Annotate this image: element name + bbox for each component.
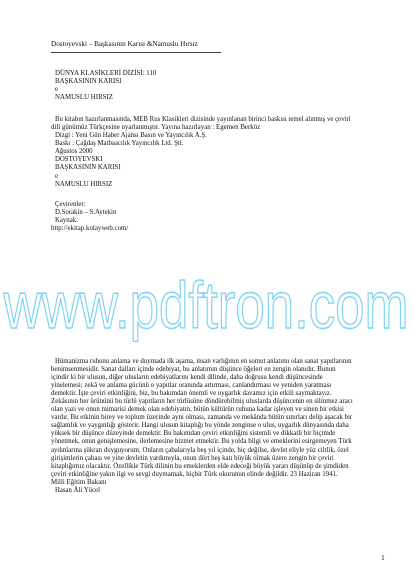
front-matter <box>51 70 391 233</box>
signature-name: Hasan Âli Yücel <box>54 486 101 494</box>
text-line: demektir. İşte çeviri etkinliğini, biz, bu bakımdan önemli ve uygarlık davamız için etkili saymaktayız. <box>51 390 332 398</box>
text-line: çeviri etkinliğine yakın ilgi ve sevgi duymamak, hiçbir Türk okurunun elinde değildir. 23 Haziran 1941. <box>51 470 338 478</box>
text-line: Zekâsının her ürününü bu türlü yapıtların her türlüsüne döndürebilmiş uluslarda düşüncenin en silinmez aracı <box>51 398 353 406</box>
text-line: Hümanizma ruhunu anlama ve duymada ilk aşama, insan varlığının en somut anlatımı olan sanat yapıtlarının <box>54 358 352 365</box>
text-line: olan yazı ve onun mimarisi demek olan edebiyatın, bütün kültürün ruhuna kadar işleyen ve sinen bir etkisi <box>51 406 344 414</box>
text-line: e <box>54 172 58 180</box>
page-number: 1 <box>381 553 385 562</box>
text-line: yönetmek, onun genişlemesine, ilerlemesine hizmet etmektir. Bu yolda bilgi ve emeklerini esirgemeyen Türk <box>51 438 352 446</box>
text-line: BAŞKASININ KARISI <box>55 78 122 86</box>
text-line: Dizgi : Yeni Gün Haber Ajansı Basın ve Yayıncılık A.Ş. <box>54 132 207 140</box>
text-line: e <box>55 86 59 94</box>
text-line: vardır. Bu etkinin birey ve toplum üzerinde aynı olması, zamanda ve mekânda bütün sınırları delip aşacak bir <box>51 414 353 422</box>
text-line: DÜNYA KLASİKLERİ DİZİSİ: 110 <box>55 70 157 77</box>
series-block <box>51 70 391 102</box>
text-line: NAMUSLU HIRSIZ <box>54 180 113 188</box>
text-line: Bu kitabın hazırlanmasında, MEB Rus Klasikleri dizisinde yayınlanan birinci baskısı temel alınmış ve çeviri <box>54 116 351 124</box>
publisher-note <box>51 116 391 188</box>
text-line: aydınlarına şükran duyguyorum. Onların çabalarıyla beş yıl içinde, hiç değilse, devlet eliyle yüz ciltlik, özel <box>51 446 349 454</box>
text-line: içindir ki bir ulusun, diğer ulusların edebiyatlarını kendi dilinde, daha doğrusu kendi düşüncesinde <box>51 374 323 382</box>
header-rule <box>51 52 221 53</box>
text-line: kitaplığımız olacaktır. Özellikle Türk dilinin bu emeklerden elde edeceği büyük yararı düşünüp de şimdiden <box>51 462 349 470</box>
text-line: NAMUSLU HIRSIZ <box>55 94 113 102</box>
watermark-logo <box>0 272 413 342</box>
text-line: dili günümüz Türkçesine uyarlanmıştır. Yayına hazırlayan : Egemen Berköz <box>51 124 261 132</box>
text-line: DOSTOYEVSKİ <box>54 156 103 164</box>
text-line: yinelemesi; zekâ ve anlama gücünü o yapıtlar oranında artırması, canlandırması ve yeniden yaratması <box>51 382 332 390</box>
text-line: D.Sorakin – S.Aytekin <box>54 208 117 216</box>
text-line: BAŞKASININ KARISI <box>54 164 121 172</box>
source-link[interactable]: http://ekitap.kolayweb.com/ <box>51 224 129 232</box>
text-line: benimsenmesidir. Sanat dalları içinde edebiyat, bu anlatımın düşünce öğeleri en zengin olanıdır. Bunun <box>51 366 336 374</box>
text-line: girişimlerin çabası ve yine devletin yardımıyla, onun dört beş katı büyük olmak üzere zengin bir çeviri <box>51 454 334 462</box>
credits-block <box>51 201 391 233</box>
text-line: Kaynak: <box>54 216 79 224</box>
signature-title: Milli Eğitim Bakanı <box>51 478 107 486</box>
text-line: Baskı : Çağdaş Matbaacılık Yayıncılık Ltd. Şti. <box>54 140 184 148</box>
preface <box>51 358 391 495</box>
text-line: Ağustos 2000 <box>54 148 93 156</box>
watermark-text: www.pdftron.com <box>2 272 409 342</box>
running-header: Dostoyevski – Başkasının Karısı &Namuslu Hırsız <box>51 40 198 48</box>
text-line: Çevirenler: <box>54 200 86 208</box>
text-line: sağlamlık ve yaygınlığı gösterir. Hangi ulusun kitaplığı bu yönde zenginse o ulus, uygarlık dünyasında daha <box>51 422 349 430</box>
text-line: yüksek bir düşünce düzeyinde demektir. Bu bakımdan çeviri etkinliğini sistemli ve dikkatli bir biçimde <box>51 430 336 438</box>
